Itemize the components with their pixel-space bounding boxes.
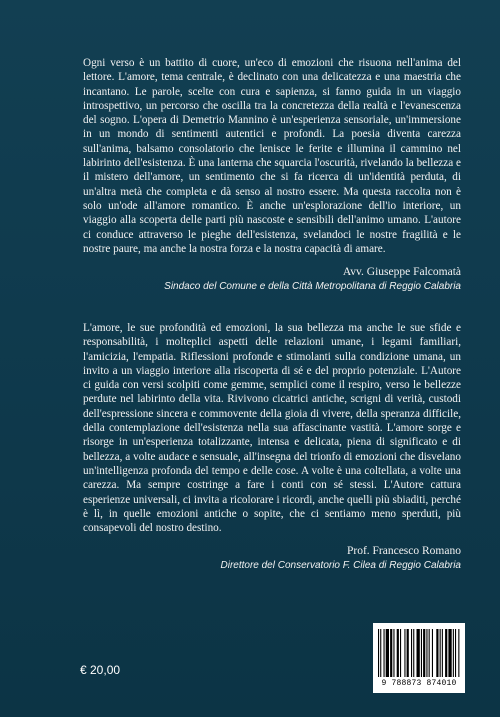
barcode-bar [413,629,414,677]
reviewer-name-2: Prof. Francesco Romano [346,545,461,558]
barcode-bar [393,629,394,677]
price-label: € 20,00 [80,663,121,677]
barcode-bar [411,629,412,677]
barcode-bar [400,629,401,677]
barcode-bar [423,629,425,677]
barcode-bars [377,629,461,677]
barcode-bar [397,629,399,677]
barcode-bar [378,629,379,677]
review-text-1: Ogni verso è un battito di cuore, un'eco di emozioni che risuona nell'anima del lettore. L'amore, tema centrale, è declinato con una delicatezza e una maestria che incantano. Le parole, scelte con cura e sapienza, si fanno guida in un viaggio introspettivo, un percorso che oscilla tra la concretezza della realtà e l'evanescenza del sogno. L'opera di Demetrio Mannino è un'esperienza sensoriale, un'immersione in un mondo di sentimenti autentici e profondi. La poesia diventa carezza sull'anima, balsamo consolatorio che lenisce le ferite e illumina il cammino nel labirinto dell'esistenza. È una lanterna che squarcia l'oscurità, rivelando la bellezza e il mistero dell'amore, un sentimento che si fa ricerca di un'identità perduta, di un'altra metà che completa e dà senso al nostro essere. Ma questa raccolta non è solo un'ode all'amore romantico. È anche un'esplorazione dell'io interiore, un viaggio alla scoperta delle parti più nascoste e sensibili dell'animo umano. L'autore ci conduce attraverso le pieghe dell'esistenza, svelandoci le nostre fragilità e le nostre paure, ma anche la nostra forza e la nostra capacità di amare. [83,57,461,255]
barcode-bar [390,629,392,677]
barcode-bar [421,629,422,677]
barcode-bar [436,629,438,677]
barcode-bar [404,629,405,677]
barcode-bar [407,629,409,677]
barcode-bar [442,629,443,677]
barcode-bar [429,629,430,677]
barcode-bar [417,629,420,677]
barcode-bar [380,629,381,677]
barcode-bar [455,629,456,677]
barcode-number: 9 788873 874010 [381,679,457,688]
barcode-bar [386,629,389,677]
isbn-barcode [373,623,465,693]
reviewer-role-2: Direttore del Conservatorio F. Cilea di Reggio Calabria [220,560,461,572]
barcode-bar [384,629,385,677]
barcode-bar [458,629,459,677]
barcode-bar [426,629,427,677]
review-section-2 [83,321,461,571]
review-section-1 [83,56,461,292]
barcode-bar [448,629,451,677]
barcode-bar [440,629,441,677]
review-text-2: L'amore, le sue profondità ed emozioni, la sua bellezza ma anche le sue sfide e responsabilità, i molteplici aspetti delle relazioni umane, i legami familiari, l'amicizia, l'empatia. Riflessioni profonde e stimolanti sulla condizione umana, un invito a un viaggio interiore alla riscoperta di sé e del proprio potenziale. L'Autore ci guida con versi scolpiti come gemme, semplici come il respiro, verso le bellezze perdute nel labirinto della vita. Rivivono cicatrici antiche, scrigni di verità, custodi dell'espressione sincera e commovente della gioia di vivere, della speranza difficile, della contemplazione dell'esistenza nella sua affascinante vastità. L'amore sorge e risorge in un'esperienza totalizzante, intensa e delicata, piena di significato e di bellezza, a volte audace e sensuale, all'insegna del trionfo di emozioni che disvelano un'intelligenza profonda del tempo e delle cose. A volte è una coltellata, a volte una carezza. Ma sempre costringe a fare i conti con sé stessi. L'Autore cattura esperienze universali, ci invita a ricolorare i ricordi, anche quelli più sbiaditi, perché è lì, in quelle emozioni antiche o sopite, che ci sentiamo meno sperduti, più consapevoli del nostro destino. [83,322,461,535]
barcode-bar [445,629,447,677]
reviewer-role-1: Sindaco del Comune e della Città Metropolitana di Reggio Calabria [164,281,461,293]
barcode-bar [432,629,433,677]
reviewer-name-1: Avv. Giuseppe Falcomatà [342,266,461,279]
barcode-bar [453,629,454,677]
